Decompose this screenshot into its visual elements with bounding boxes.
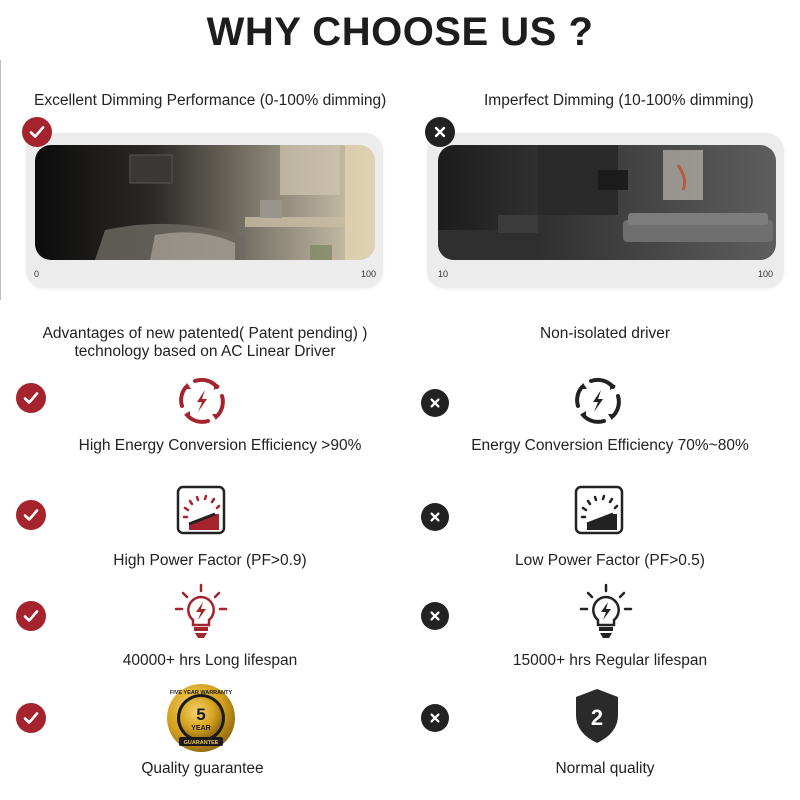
cross-icon (425, 117, 455, 147)
row1-right-caption: Energy Conversion Efficiency 70%~80% (471, 437, 749, 454)
row4-right-caption: Normal quality (555, 760, 655, 777)
scale-min-right: 10 (438, 269, 449, 279)
power-factor-gauge-icon-red (175, 484, 227, 541)
dimming-heading-left: Excellent Dimming Performance (0-100% dimming) (34, 92, 387, 109)
lightbulb-icon-dark (578, 583, 634, 646)
scale-min-left: 0 (34, 269, 40, 279)
right-column-header: Non-isolated driver (539, 325, 671, 342)
shield-icon (573, 687, 621, 750)
row2-cross-icon (421, 503, 449, 531)
dimming-photo-livingroom (438, 145, 776, 260)
warranty-icon (165, 682, 237, 759)
warranty-bottom-text: GUARANTEE (183, 740, 219, 746)
energy-conversion-icon-dark (571, 374, 625, 433)
check-icon (22, 117, 52, 147)
row3-left-caption: 40000+ hrs Long lifespan (122, 652, 298, 669)
row1-check-icon (16, 383, 46, 413)
bedroom-photo-image (35, 145, 375, 260)
row2-check-icon (16, 500, 46, 530)
page-title: WHY CHOOSE US ? (206, 10, 594, 54)
dimming-photo-bedroom (35, 145, 375, 260)
dimming-heading-right: Imperfect Dimming (10-100% dimming) (484, 92, 754, 109)
scale-max-left: 100 (361, 269, 377, 279)
edge-divider (0, 60, 1, 300)
dimming-panel-left (26, 133, 383, 288)
dimming-panel-right (427, 133, 784, 288)
row3-right-caption: 15000+ hrs Regular lifespan (512, 652, 708, 669)
warranty-unit: YEAR (191, 725, 211, 732)
row3-check-icon (16, 601, 46, 631)
scale-max-right: 100 (758, 269, 774, 279)
row3-cross-icon (421, 602, 449, 630)
row4-cross-icon (421, 704, 449, 732)
power-factor-gauge-icon-dark (573, 484, 625, 541)
row4-left-caption: Quality guarantee (141, 760, 264, 777)
energy-conversion-icon-red (175, 374, 229, 433)
shield-number: 2 (590, 705, 604, 730)
row1-cross-icon (421, 389, 449, 417)
left-column-header: Advantages of new patented( Patent pending) ) technology based on AC Linear Driver (42, 325, 368, 360)
livingroom-photo-image (438, 145, 776, 260)
row1-left-caption: High Energy Conversion Efficiency >90% (78, 437, 362, 454)
warranty-top-text: FIVE YEAR WARRANTY (169, 690, 233, 696)
row4-check-icon (16, 703, 46, 733)
row2-left-caption: High Power Factor (PF>0.9) (113, 552, 307, 569)
row2-right-caption: Low Power Factor (PF>0.5) (515, 552, 705, 569)
lightbulb-icon-red (173, 583, 229, 646)
warranty-number: 5 (196, 705, 206, 724)
